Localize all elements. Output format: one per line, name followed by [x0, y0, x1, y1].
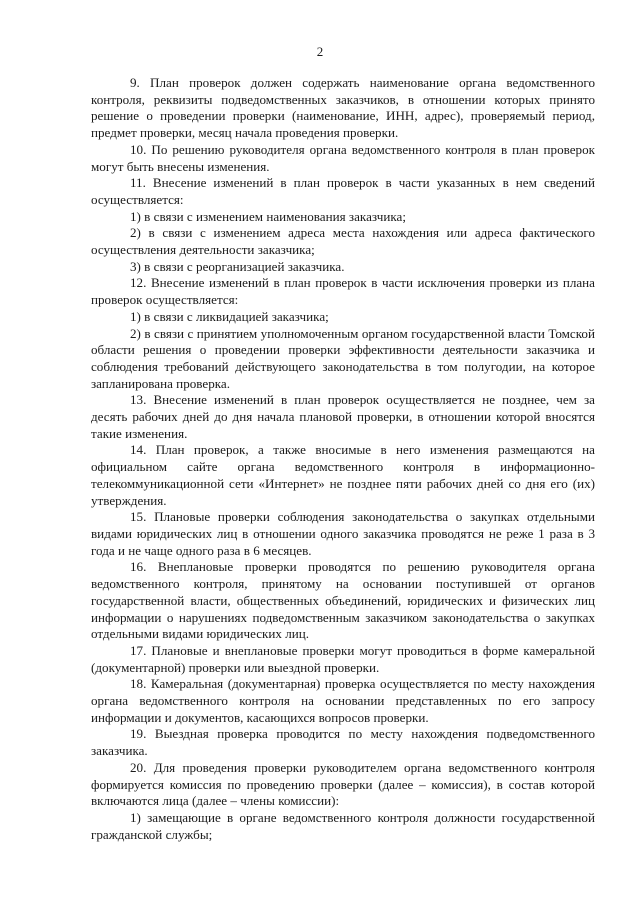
paragraph-11-item-1: 1) в связи с изменением наименования заказчика; [130, 208, 406, 224]
document-body [91, 75, 595, 843]
paragraph-9: 9. План проверок должен содержать наименование органа ведомственного контроля, реквизиты подведомственных заказчиков, в отношении которых принято решение о проведении проверки (наименование, ИНН, адрес), проверяемый период, предмет проверки, месяц начала проведения проверки. [91, 75, 595, 141]
paragraph-20: 20. Для проведения проверки руководителем органа ведомственного контроля формируется комиссия по проведению проверки (далее – комиссия), в состав которой включаются лица (далее – члены комиссии): [91, 759, 595, 809]
paragraph-11-item-2: 2) в связи с изменением адреса места нахождения или адреса фактического осуществления деятельности заказчика; [91, 225, 595, 258]
paragraph-15: 15. Плановые проверки соблюдения законодательства о закупках отдельными видами юридических лиц в отношении одного заказчика проводятся не реже 1 раза в 3 года и не чаще одного раза в 6 месяцев. [91, 509, 595, 558]
paragraph-10: 10. По решению руководителя органа ведомственного контроля в план проверок могут быть внесены изменения. [91, 141, 595, 174]
paragraph-11-item-3: 3) в связи с реорганизацией заказчика. [130, 258, 345, 274]
paragraph-14: 14. План проверок, а также вносимые в него изменения размещаются на официальном сайте органа ведомственного контроля в информационно-телекоммуникационной сети «Интернет» не позднее пяти рабочих дней со дня его (их) утверждения. [91, 442, 595, 508]
paragraph-12: 12. Внесение изменений в план проверок в части исключения проверки из плана проверок осуществляется: [91, 275, 595, 308]
paragraph-12-item-1: 1) в связи с ликвидацией заказчика; [130, 308, 329, 324]
paragraph-19: 19. Выездная проверка проводится по месту нахождения подведомственного заказчика. [91, 726, 595, 759]
paragraph-13: 13. Внесение изменений в план проверок осуществляется не позднее, чем за десять рабочих дней до дня начала плановой проверки, в отношении которой вносятся такие изменения. [91, 392, 595, 441]
paragraph-12-item-2: 2) в связи с принятием уполномоченным органом государственной власти Томской области решения о проведении проверки эффективности деятельности заказчика и соблюдения требований действующего законодательства в том полугодии, на которое запланирована проверка. [91, 325, 595, 391]
paragraph-17: 17. Плановые и внеплановые проверки могут проводиться в форме камеральной (документарной) проверки или выездной проверки. [91, 642, 595, 675]
paragraph-18: 18. Камеральная (документарная) проверка осуществляется по месту нахождения органа ведомственного контроля на основании представленных по его запросу информации и документов, касающихся вопросов проверки. [91, 676, 595, 725]
paragraph-16: 16. Внеплановые проверки проводятся по решению руководителя органа ведомственного контроля, принятому на основании поступившей от органов государственной власти, общественных объединений, юридических и физических лиц информации о нарушениях подведомственным заказчиком законодательства о закупках отдельными видами юридических лиц. [91, 559, 595, 642]
paragraph-20-item-1: 1) замещающие в органе ведомственного контроля должности государственной гражданской службы; [91, 809, 595, 842]
page-number: 2 [316, 44, 324, 59]
paragraph-11: 11. Внесение изменений в план проверок в части указанных в нем сведений осуществляется: [91, 175, 595, 207]
